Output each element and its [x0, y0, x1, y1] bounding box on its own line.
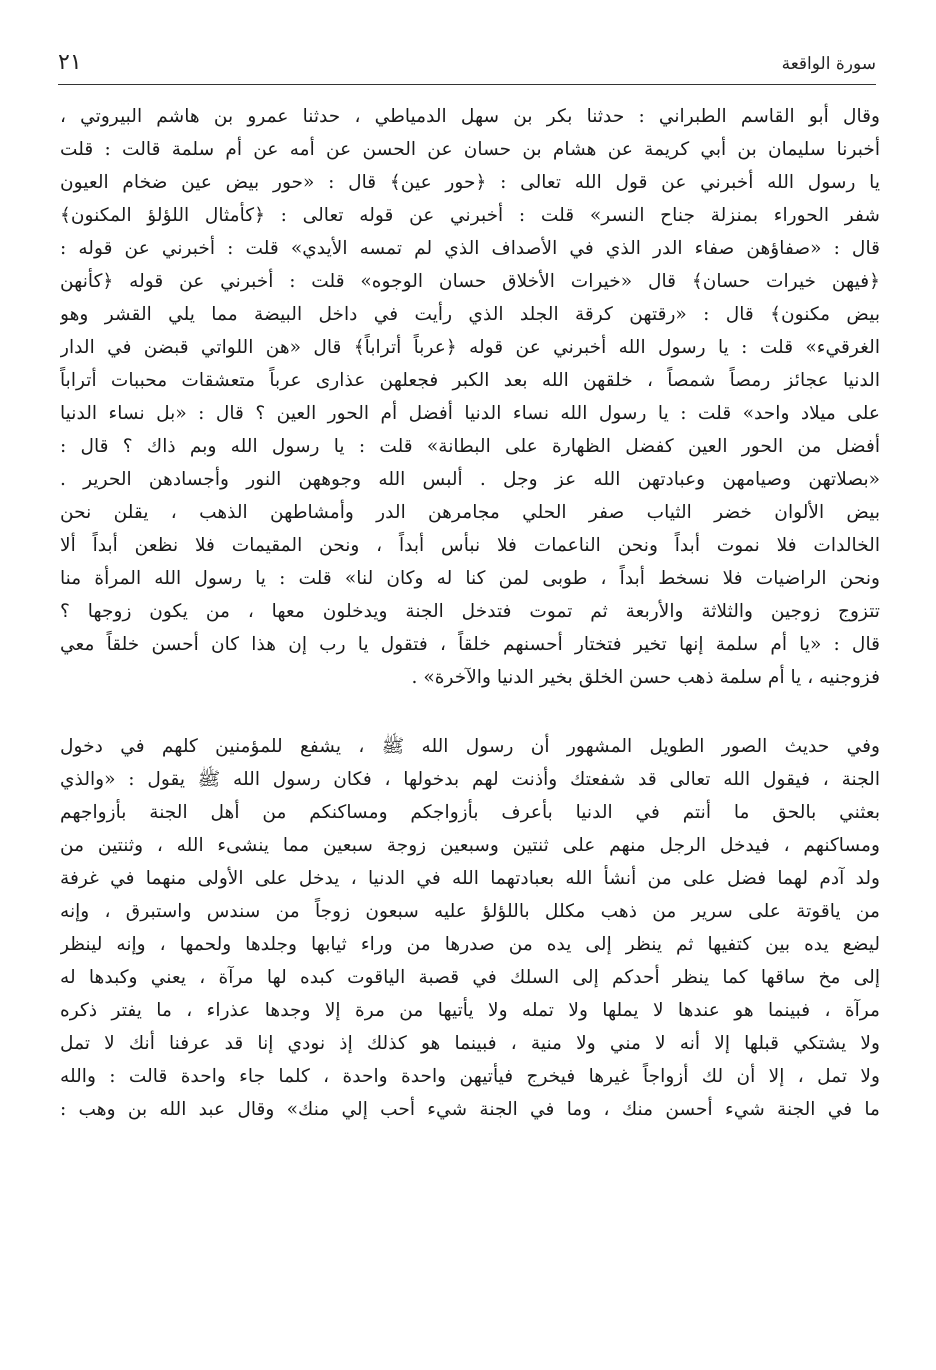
text-line: بعثني بالحق ما أنتم في الدنيا بأعرف بأزواجكم ومساكنكم من أهل الجنة بأزواجهم	[60, 802, 880, 823]
page-body	[60, 100, 880, 1126]
text-line: مرآة ، فبينما هو عندها لا يملها ولا تمله ولا يأتيها من مرة إلا وجدها عذراء ، ما يفتر ذكره	[60, 1000, 880, 1021]
text-line: بيض مكنون﴾ قال : «رقتهن كرقة الجلد الذي رأيت في داخل البيضة مما يلي القشر وهو	[60, 304, 880, 325]
text-line: ولد آدم لهما فضل على من أنشأ الله بعبادتهما الله في الدنيا ، يدخل على الأولى منهما في غرفة	[60, 868, 880, 889]
text-line: الدنيا عجائز رمصاً شمصاً ، خلقهن الله بعد الكبر فجعلهن عذارى عرباً متعشقات محببات أتراباً	[60, 370, 880, 391]
header-rule	[58, 84, 876, 85]
text-line: على ميلاد واحد» قلت : يا رسول الله نساء الدنيا أفضل أم الحور العين ؟ قال : «بل نساء الدنيا	[60, 403, 880, 424]
page-header	[58, 50, 876, 82]
page-number: ٢١	[58, 50, 82, 75]
text-line: بيض الألوان خضر الثياب صفر الحلي مجامرهن الدر وأمشاطهن الذهب ، يقلن نحن	[60, 502, 880, 523]
text-line: فزوجنيه ، يا أم سلمة ذهب حسن الخلق بخير الدنيا والآخرة» .	[411, 667, 880, 688]
text-line: من ياقوتة على سرير من ذهب مكلل باللؤلؤ عليه سبعون زوجاً من سندس واستبرق ، وإنه	[60, 901, 880, 922]
paragraph-2	[60, 730, 880, 1126]
text-line: ما في الجنة شيء أحسن منك ، وما في الجنة شيء أحب إلي منك» وقال عبد الله بن وهب :	[60, 1099, 880, 1120]
text-line: أخبرنا سليمان بن أبي كريمة عن هشام بن حسان عن الحسن عن أمه عن أم سلمة قالت : قلت	[60, 139, 880, 160]
text-line: الجنة ، فيقول الله تعالى قد شفعتك وأذنت لهم بدخولها ، فكان رسول الله ﷺ يقول : «والذي	[60, 769, 880, 790]
text-line: ولا يشتكي قبلها إلا أنه لا مني ولا منية ، فبينما هو كذلك إذ نودي إنا قد عرفنا أنك لا تمل	[60, 1033, 880, 1054]
text-line: ولا تمل ، إلا أن لك أزواجاً غيرها فيخرج فيأتيهن واحدة واحدة ، كلما جاء واحدة قالت : والله	[60, 1066, 880, 1087]
text-line: وقال أبو القاسم الطبراني : حدثنا بكر بن سهل الدمياطي ، حدثنا عمرو بن هاشم البيروتي ،	[60, 106, 880, 127]
paragraph-1	[60, 100, 880, 694]
text-line: قال : «يا أم سلمة إنها تخير فتختار أحسنهم خلقاً ، فتقول يا رب إن هذا كان أحسن خلقاً معي	[60, 634, 880, 655]
running-title: سورة الواقعة	[781, 54, 876, 74]
text-line: تتزوج زوجين والثلاثة والأربعة ثم تموت فتدخل الجنة ويدخلون معها ، من يكون زوجها ؟	[60, 601, 880, 622]
text-line: شفر الحوراء بمنزلة جناح النسر» قلت : أخبرني عن قوله تعالى : ﴿كأمثال اللؤلؤ المكنون﴾	[60, 205, 880, 226]
text-line: ومساكنهم ، فيدخل الرجل منهم على ثنتين وسبعين زوجة سبعين مما ينشىء الله ، وثنتين من	[60, 835, 880, 856]
text-line: أفضل من الحور العين كفضل الظهارة على البطانة» قلت : يا رسول الله وبم ذاك ؟ قال :	[60, 436, 880, 457]
paragraph-spacer	[60, 694, 880, 730]
text-line: ليضع يده بين كتفيها ثم ينظر إلى يده من صدرها من وراء ثيابها وجلدها ولحمها ، وإنه لينظر	[60, 934, 880, 955]
text-line: يا رسول الله أخبرني عن قول الله تعالى : ﴿حور عين﴾ قال : «حور بيض عين ضخام العيون	[60, 172, 880, 193]
text-line: «بصلاتهن وصيامهن وعبادتهن الله عز وجل . ألبس الله وجوههن النور وأجسادهن الحرير .	[60, 469, 880, 490]
text-line: الخالدات فلا نموت أبداً ونحن الناعمات فلا نبأس أبداً ، ونحن المقيمات فلا نظعن أبداً ألا	[60, 535, 880, 556]
text-line: ونحن الراضيات فلا نسخط أبداً ، طوبى لمن كنا له وكان لنا» قلت : يا رسول الله المرأة منا	[60, 568, 880, 589]
text-line: إلى مخ ساقها كما ينظر أحدكم إلى السلك في قصبة الياقوت كبده لها مرآة ، يعني وكبدها له	[60, 967, 880, 988]
text-line: الغرقيء» قلت : يا رسول الله أخبرني عن قوله ﴿عرباً أتراباً﴾ قال «هن اللواتي قبضن في الدار	[60, 337, 880, 358]
text-line: قال : «صفاؤهن صفاء الدر الذي في الأصداف الذي لم تمسه الأيدي» قلت : أخبرني عن قوله :	[60, 238, 880, 259]
text-line: وفي حديث الصور الطويل المشهور أن رسول الله ﷺ ، يشفع للمؤمنين كلهم في دخول	[60, 736, 880, 757]
text-line: ﴿فيهن خيرات حسان﴾ قال «خيرات الأخلاق حسان الوجوه» قلت : أخبرني عن قوله ﴿كأنهن	[60, 271, 880, 292]
